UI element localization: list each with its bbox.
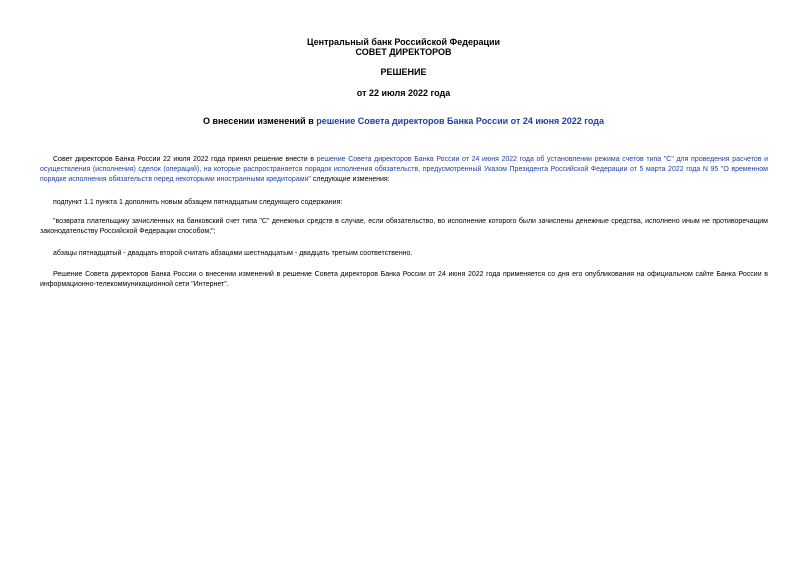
document-type: РЕШЕНИЕ	[380, 67, 427, 77]
paragraph-quote: "возврата плательщику зачисленных на банковский счет типа "С" денежных средств в случае, если обязательство, во исполнение которого были зачислены денежные средства, исполнено иным не противоречащим законодательству Российской Федерации способом;";	[40, 218, 768, 235]
paragraph-renumber: абзацы пятнадцатый - двадцать второй считать абзацами шестнадцатым - двадцать третьим соответственно.	[53, 250, 413, 257]
paragraph-subclause: подпункт 1.1 пункта 1 дополнить новым абзацем пятнадцатым следующего содержания:	[53, 199, 343, 206]
document-title	[0, 116, 807, 126]
board-name: СОВЕТ ДИРЕКТОРОВ	[355, 47, 452, 57]
paragraph-intro	[40, 155, 768, 185]
paragraph-effective: Решение Совета директоров Банка России о внесении изменений в решение Совета директоров Банка России от 24 июня 2022 года применяется со дня его опубликования на официальном сайте Банка России в информационно-телекоммуникационной сети "Интернет".	[40, 271, 768, 288]
organization-name: Центральный банк Российской Федерации	[306, 37, 501, 47]
intro-decision-link[interactable]: решение Совета директоров Банка России от 24 июня 2022 года об установлении режима счетов типа "С" для проведения расчетов и осуществления (исполнения) сделок (операций), на которые распространяется порядок исполнения обязательств, предусмотренный Указом Президента Российской Федерации от 5 марта 2022 года N 95 "О временном порядке исполнения обязательств перед некоторыми иностранными кредиторами"	[40, 156, 768, 183]
intro-text-end: следующие изменения:	[310, 176, 390, 183]
title-prefix: О внесении изменений в	[202, 116, 317, 126]
intro-text-start: Совет директоров Банка России 22 июля 2022 года принял решение внести в	[53, 156, 317, 163]
title-link[interactable]: решение Совета директоров Банка России от 24 июня 2022 года	[316, 116, 605, 126]
document-date: от 22 июля 2022 года	[356, 88, 451, 98]
